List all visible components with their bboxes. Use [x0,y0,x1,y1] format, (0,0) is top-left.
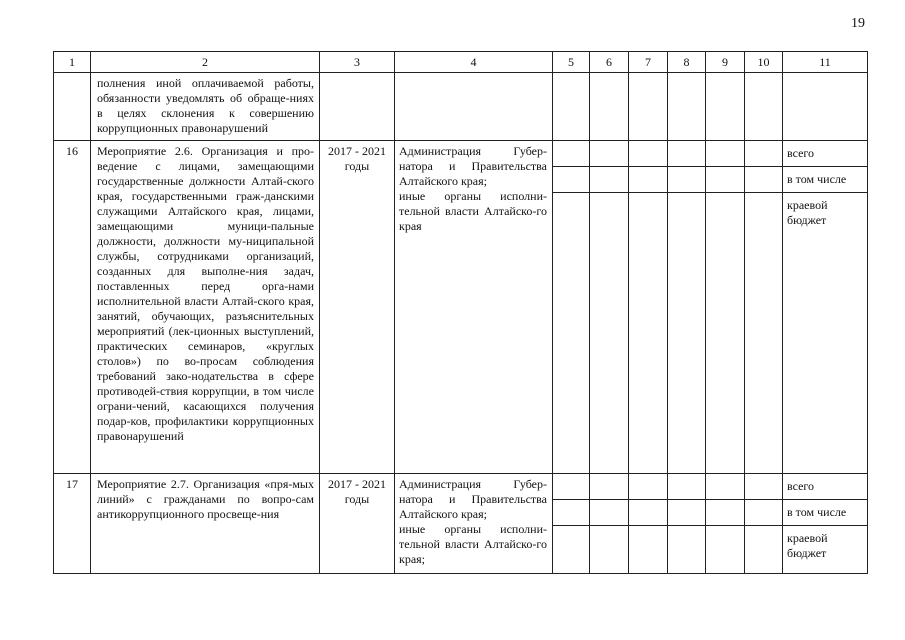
activities-table [53,51,868,574]
header-row [54,52,868,73]
activity-executor [395,474,553,574]
activity-description: Мероприятие 2.6. Организация и про-ведение с лицами, замещающими государственные должности Алтай-ского края, государственными граж-данскими служащими Алтайского края, лицами, замещающими муници-пальные должности, должности му-ниципальной службы, сотрудниками организаций, созданных для выполне-ния задач, поставленных перед орга-нами исполнительной власти Алтай-ского края, занятий, обучающих, разъяснительных мероприятий (лек-ционных выступлений, практических семинаров, «круглых столов») по во-просам соблюдения требований зако-нодательства в сфере противодей-ствия коррупции, в том числе ограни-чений, касающихся получения подар-ков, профилактики коррупционных правонарушений [91,141,320,474]
activity-description: Мероприятие 2.7. Организация «пря-мых линий» с гражданами по вопро-сам антикоррупционного просвеще-ния [91,474,320,574]
executor-secondary: иные органы исполни-тельной власти Алтайско-го края; [399,522,547,566]
activity-years: 2017 - 2021 годы [320,141,395,474]
page-number: 19 [851,16,865,31]
header-cell: 5 [553,52,590,73]
row-number: 16 [54,141,91,474]
executor-primary: Администрация Губер-натора и Правительства Алтайского края; [399,144,547,188]
activity-executor [395,141,553,474]
table-row [54,474,868,574]
header-cell: 6 [590,52,629,73]
funding-total: всего [783,141,867,167]
funding-regional-budget: краевой бюджет [787,198,828,227]
funding-including: в том числе [783,167,867,193]
header-cell: 3 [320,52,395,73]
header-cell: 11 [783,52,868,73]
row-number: 17 [54,474,91,574]
header-cell: 1 [54,52,91,73]
executor-primary: Администрация Губер-натора и Правительства Алтайского края; [399,477,547,521]
executor-secondary: иные органы исполни-тельной власти Алтайско-го края [399,189,547,233]
continuation-description: полнения иной оплачиваемой работы, обязанности уведомлять об обраще-ниях в целях склонения к совершению коррупционных правонарушений [91,73,320,141]
header-cell: 8 [668,52,706,73]
header-cell: 2 [91,52,320,73]
funding-including: в том числе [783,500,867,526]
activity-years: 2017 - 2021 годы [320,474,395,574]
header-cell: 7 [629,52,668,73]
funding-total: всего [783,474,867,500]
header-cell: 9 [706,52,745,73]
header-cell: 10 [745,52,783,73]
continuation-row [54,73,868,141]
funding-regional-budget: краевой бюджет [787,531,828,560]
table-row [54,141,868,474]
header-cell: 4 [395,52,553,73]
